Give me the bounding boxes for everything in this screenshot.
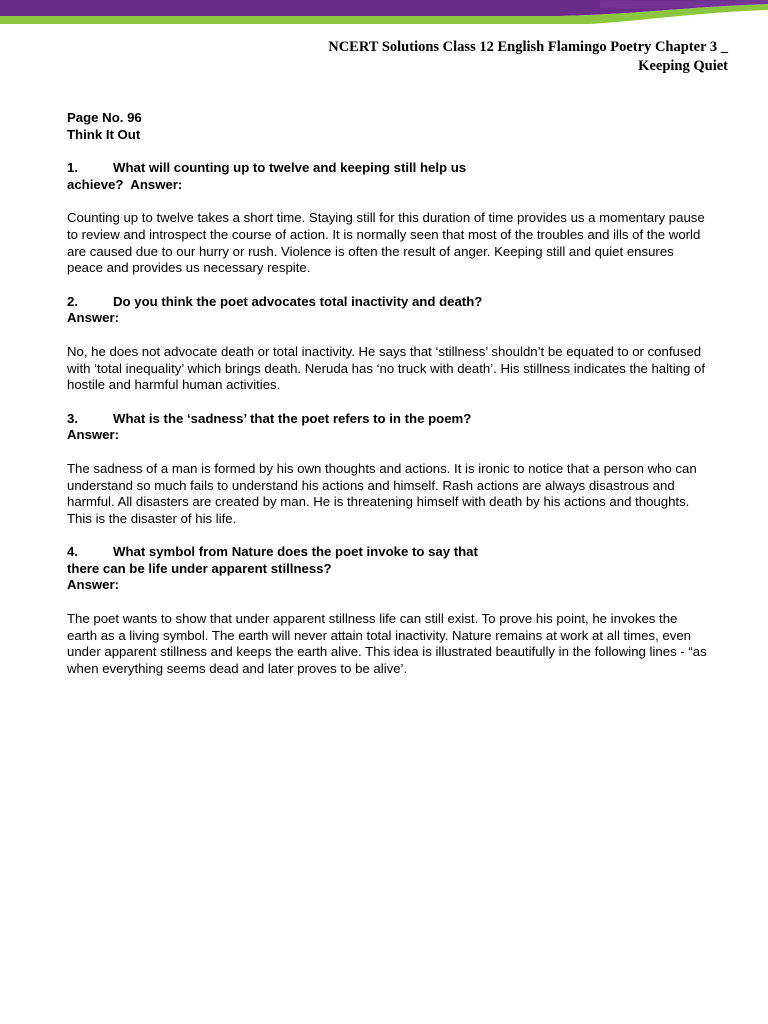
question-3 — [67, 411, 707, 444]
document-header-title — [208, 38, 728, 76]
answer-label: Answer: — [67, 577, 120, 593]
answer-4: The poet wants to show that under apparent stillness life can still exist. To prove his point, he invokes the earth as a living symbol. The earth will never attain total inactivity. Nature remains at work at all times, even under apparent stillness and keeps the earth alive. This idea is illustrated beautifully in the following lines - “as when everything seems dead and later proves to be alive’. — [67, 611, 707, 676]
answer-label: Answer: — [67, 310, 120, 326]
question-text: What symbol from Nature does the poet invoke to say that — [113, 544, 478, 560]
question-text-cont: there can be life under apparent stillness? — [67, 560, 332, 576]
header-title-line1: NCERT Solutions Class 12 English Flamingo Poetry Chapter 3 _ — [328, 39, 728, 55]
question-block-3 — [67, 411, 707, 528]
question-text: What is the ‘sadness’ that the poet refers to in the poem? — [113, 410, 472, 426]
question-number: 3. — [67, 410, 78, 426]
section-title: Think It Out — [67, 126, 141, 142]
page-number: Page No. 96 — [67, 110, 142, 125]
question-number: 4. — [67, 544, 78, 560]
question-number: 2. — [67, 293, 78, 309]
question-text-cont: achieve? — [67, 176, 124, 192]
document-body — [67, 110, 707, 677]
question-number: 1. — [67, 160, 78, 176]
answer-1: Counting up to twelve takes a short time. Staying still for this duration of time provides us a momentary pause to review and introspect the course of action. It is normally seen that most of the troubles and ills of the world are caused due to our hurry or rush. Violence is often the result of anger. Keeping still and quiet ensures peace and provides us necessary respite. — [67, 210, 705, 276]
question-block-1 — [67, 160, 707, 277]
question-text: Do you think the poet advocates total inactivity and death? — [113, 293, 483, 309]
question-text: What will counting up to twelve and keeping still help us — [113, 160, 467, 176]
question-block-4 — [67, 544, 707, 677]
question-block-2 — [67, 294, 707, 394]
question-1 — [67, 160, 707, 193]
answer-2: No, he does not advocate death or total inactivity. He says that ‘stillness’ shouldn’t be equated to or confused with ‘total inequality’ which brings death. Neruda has ‘no truck with death’. His stillness indicates the halting of hostile and harmful human activities. — [67, 343, 705, 393]
question-4 — [67, 544, 707, 594]
answer-label: Answer: — [130, 176, 183, 192]
answer-3: The sadness of a man is formed by his own thoughts and actions. It is ironic to notice that a person who can understand so much fails to understand his actions and himself. Rash actions are always disastrous and harmful. All disasters are created by man. He is threatening himself with death by his actions and thoughts. This is the disaster of his life. — [67, 460, 697, 526]
answer-label: Answer: — [67, 427, 120, 443]
header-title-line2: Keeping Quiet — [638, 58, 728, 74]
question-2 — [67, 294, 707, 327]
header-decorative-band — [0, 0, 768, 30]
